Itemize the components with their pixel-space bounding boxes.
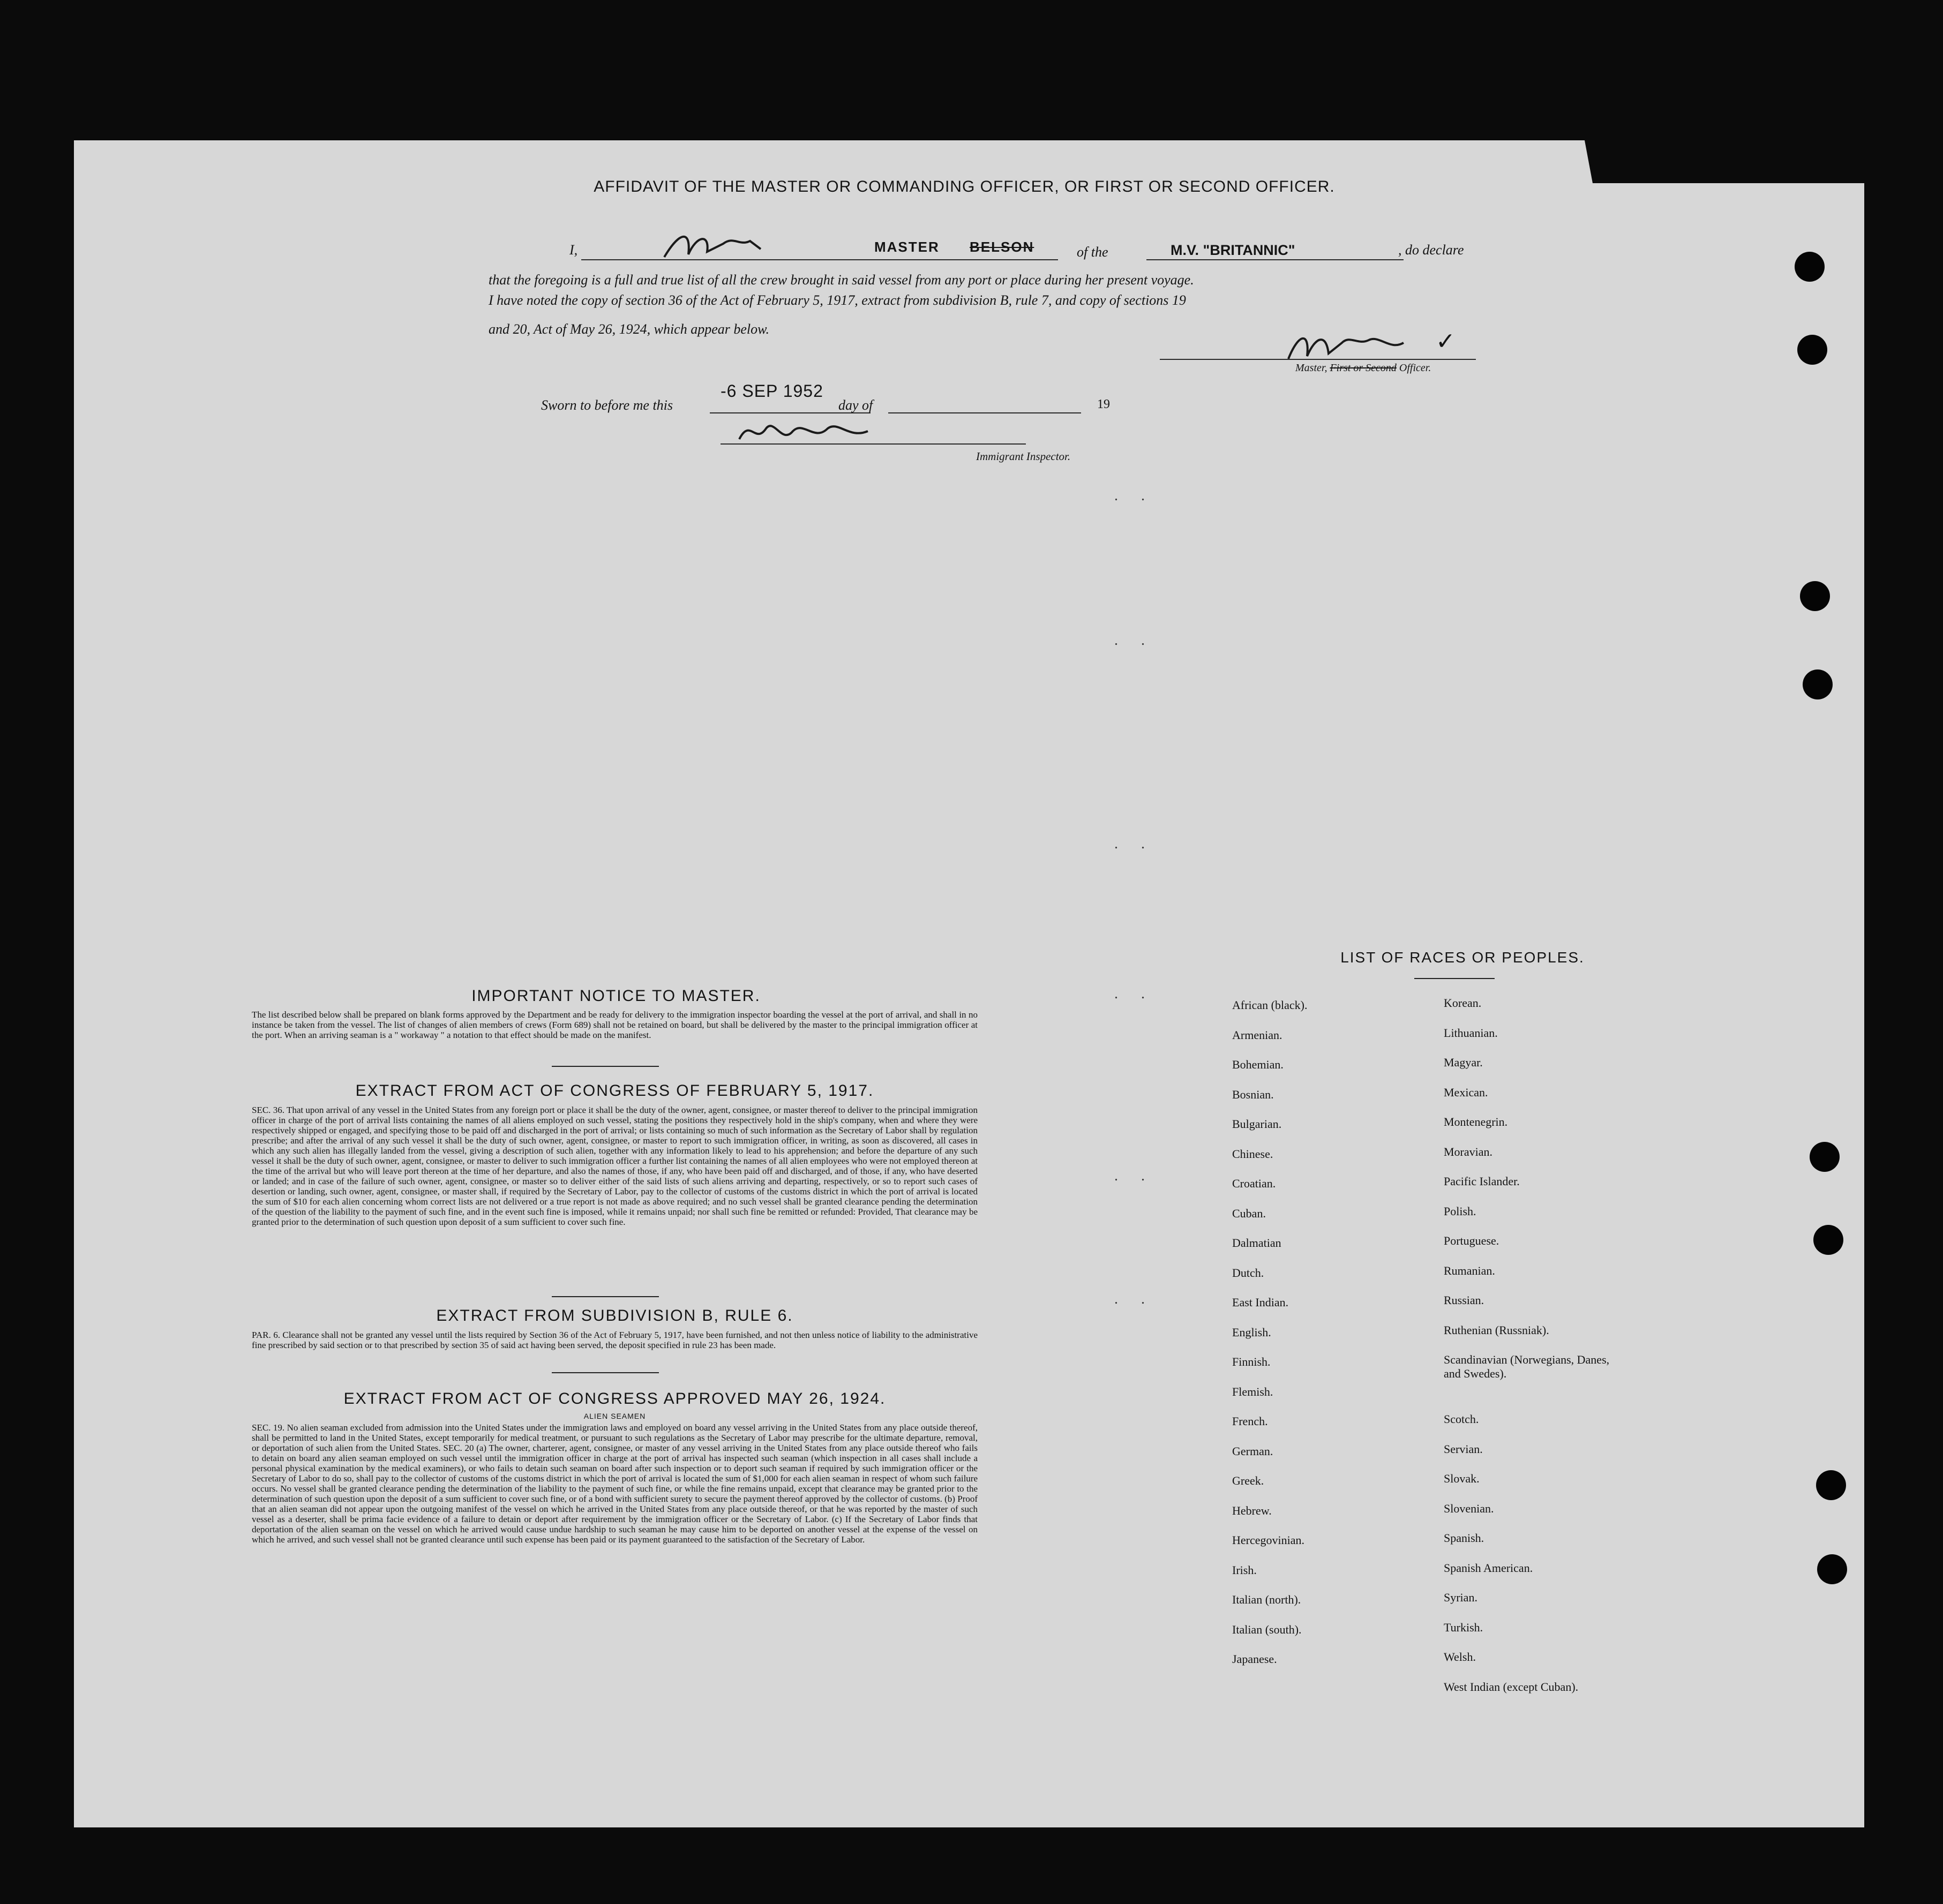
race-item: Pacific Islander. (1444, 1175, 1520, 1188)
divider (552, 1066, 659, 1067)
race-item: Syrian. (1444, 1591, 1477, 1604)
column-dots: . . (1114, 836, 1154, 852)
race-item: Cuban. (1232, 1206, 1266, 1220)
inspector-line (721, 443, 1026, 445)
punch-hole (1816, 1470, 1846, 1500)
subdivision-body: PAR. 6. Clearance shall not be granted any vessel until the lists required by Section 36 of the Act of February 5, 1917, have been furnished, and not then unless notice of liability to the administrative fine prescribed by said section or to that prescribed by section 35 of said act having been served, the deposit specified in rule 23 has been made. (252, 1330, 978, 1350)
race-item: Scotch. (1444, 1412, 1479, 1426)
race-item: Spanish. (1444, 1531, 1484, 1545)
race-item: Polish. (1444, 1204, 1476, 1218)
officer-caption-a: Master, (1295, 362, 1327, 374)
race-item: Finnish. (1232, 1355, 1271, 1368)
vessel-name: M.V. "BRITANNIC" (1171, 242, 1295, 258)
column-dots: . . (1114, 487, 1154, 504)
race-item: West Indian (except Cuban). (1444, 1680, 1579, 1694)
extract-1917-body: SEC. 36. That upon arrival of any vessel in the United States from any foreign port or place it shall be the duty of the owner, agent, consignee, or master thereof to deliver to the principal immigration officer in charge of the port of arrival lists containing the names of all aliens employed on such vessel, stating the positions they respectively hold in the ship's company, when and where they were respectively shipped or engaged, and specifying those to be paid off and discharged in the port of arrival; or lists containing so much of such information as the Secretary of Labor shall by regulation prescribe; and after the arrival of any such vessel it shall be the duty of such owner, agent, consignee, or master to report to such immigration officer, in writing, as soon as discovered, all cases in which any such alien has illegally landed from the vessel, giving a description of such alien, together with any information likely to lead to his apprehension; and before the departure of any such vessel it shall be the duty of such owner, agent, consignee, or master to deliver to such immigration officer a further list containing the names of all alien employees who were not employed thereon at the time of the arrival but who will leave port thereon at the time of her departure, and also the names of those, if any, who have been paid off and discharged, and of those, if any, who have deserted or landed; and in case of the failure of such owner, agent, consignee, or master so to deliver either of the said lists of such aliens arriving and departing, respectively, or so to report such cases of desertion or landing, such owner, agent, consignee, or master shall, if required by the Secretary of Labor, pay to the collector of customs of the customs district in which the port of arrival is located the sum of $10 for each alien concerning whom correct lists are not delivered or a true report is not made as above required; and no such vessel shall be granted clearance pending the determination of the question of the liability to the payment of such fine, and in the event such fine is imposed, while it remains unpaid; nor shall such fine be remitted or refunded: Provided, That clearance may be granted prior to the determination of such question upon deposit of a sum sufficient to cover such fine. (252, 1105, 978, 1227)
subdivision-title: EXTRACT FROM SUBDIVISION B, RULE 6. (436, 1307, 793, 1324)
officer-caption (1295, 362, 1431, 374)
punch-hole (1810, 1142, 1840, 1172)
race-item: African (black). (1232, 998, 1308, 1012)
race-item: Bohemian. (1232, 1058, 1284, 1071)
race-item: Slovenian. (1444, 1501, 1494, 1515)
race-item: Bulgarian. (1232, 1117, 1282, 1131)
sworn-label: Sworn to before me this (541, 397, 673, 413)
affidavit-line-2: I have noted the copy of section 36 of the Act of February 5, 1917, extract from subdivision B, rule 7, and copy of sections 19 (489, 292, 1186, 308)
punch-hole (1817, 1554, 1847, 1584)
inspector-signature (734, 412, 873, 455)
divider (552, 1296, 659, 1297)
race-item: Bosnian. (1232, 1087, 1274, 1101)
officer-signature-line (1160, 359, 1476, 360)
race-item: French. (1232, 1414, 1268, 1428)
race-item: Slovak. (1444, 1472, 1480, 1485)
divider (552, 1372, 659, 1373)
affidavit-title: AFFIDAVIT OF THE MASTER OR COMMANDING OFFICER, OR FIRST OR SECOND OFFICER. (594, 178, 1335, 195)
extract-1917-title: EXTRACT FROM ACT OF CONGRESS OF FEBRUARY 5, 1917. (355, 1082, 874, 1100)
race-item: Spanish American. (1444, 1561, 1533, 1575)
extract-1924-title: EXTRACT FROM ACT OF CONGRESS APPROVED MAY 26, 1924. (343, 1390, 886, 1408)
year-label: 19 (1097, 397, 1110, 411)
of-the-label: of the (1077, 244, 1108, 260)
race-item: Croatian. (1232, 1177, 1276, 1190)
checkmark: ✓ (1436, 328, 1456, 355)
column-dots: . . (1114, 985, 1154, 1002)
race-item: Chinese. (1232, 1147, 1273, 1161)
declare-label: , do declare (1398, 242, 1464, 258)
race-item: Welsh. (1444, 1650, 1476, 1664)
race-item: Italian (north). (1232, 1593, 1301, 1606)
name-line (581, 259, 1058, 260)
officer-caption-b: Officer. (1399, 362, 1431, 374)
affidavit-i-label: I, (569, 242, 578, 258)
race-item: Rumanian. (1444, 1263, 1495, 1277)
inspector-caption: Immigrant Inspector. (976, 450, 1071, 463)
day-of-label: day of (838, 397, 873, 413)
race-item: Portuguese. (1444, 1234, 1499, 1247)
race-item: Armenian. (1232, 1028, 1282, 1042)
master-stamp: MASTER (874, 239, 940, 255)
race-item: Mexican. (1444, 1085, 1488, 1099)
column-dots: . . (1114, 632, 1154, 649)
punch-hole (1797, 335, 1827, 365)
vessel-line (1146, 259, 1404, 260)
extract-1924-subtitle: ALIEN SEAMEN (583, 1412, 646, 1420)
race-item: Hercegovinian. (1232, 1533, 1304, 1547)
race-item: Japanese. (1232, 1652, 1277, 1666)
race-item: Russian. (1444, 1293, 1484, 1307)
punch-hole (1803, 669, 1833, 699)
column-dots: . . (1114, 1168, 1154, 1184)
races-title: LIST OF RACES OR PEOPLES. (1340, 949, 1585, 966)
races-column-2 (1444, 996, 1690, 1710)
race-item: East Indian. (1232, 1296, 1289, 1309)
race-item: Servian. (1444, 1442, 1483, 1456)
race-item: Hebrew. (1232, 1503, 1272, 1517)
race-item: Korean. (1444, 996, 1482, 1010)
race-item: Irish. (1232, 1563, 1257, 1577)
race-item: Ruthenian (Russniak). (1444, 1323, 1549, 1337)
punch-hole (1813, 1225, 1843, 1255)
races-column-1 (1232, 998, 1409, 1682)
extract-1924-body: SEC. 19. No alien seaman excluded from admission into the United States under the immigration laws and employed on board any vessel arriving in the United States from any place outside thereof, shall be permitted to land in the United States, except temporarily for medical treatment, or pursuant to such regulations as the Secretary of Labor may prescribe for the ultimate departure, removal, or deportation of such alien from the United States. SEC. 20 (a) The owner, charterer, agent, consignee, or master of any vessel arriving in the United States from any place outside thereof who fails to detain on board any alien seaman employed on such vessel until the immigration officer in charge at the port of arrival has inspected such seaman (which inspection in all cases shall include a personal physical examination by the medical examiners), or who fails to detain such seaman on board after such inspection or to deport such seaman if required by such immigration officer or the Secretary of Labor to do so, shall pay to the collector of customs of the customs district in which the port of arrival is located the sum of $1,000 for each alien seaman in respect of whom such failure occurs. No vessel shall be granted clearance pending the determination of the liability to the payment of such fine, or while the fine remains unpaid, except that clearance may be granted prior to the determination of such question upon the deposit of a sum sufficient to cover such fine, or of a bond with sufficient surety to secure the payment thereof approved by the collector of customs. (b) Proof that an alien seaman did not appear upon the outgoing manifest of the vessel on which he arrived in the United States from any place outside thereof, or that he was reported by the master of such vessel as a deserter, shall be prima facie evidence of a failure to detain or deport after requirement by the immigration officer or the Secretary of Labor. (c) If the Secretary of Labor finds that deportation of the alien seaman on the vessel on which he arrived would cause undue hardship to such seaman he may cause him to be deported on another vessel at the expense of the vessel on which he arrived, and such vessel shall not be granted clearance until such expense has been paid or its payment guaranteed to the satisfaction of the Secretary of Labor. (252, 1423, 978, 1545)
race-item: Scandinavian (Norwegians, Danes, and Swedes). (1444, 1353, 1610, 1380)
race-item: Magyar. (1444, 1056, 1483, 1069)
race-item: Flemish. (1232, 1384, 1273, 1398)
sworn-month-line (888, 412, 1081, 413)
race-item: Montenegrin. (1444, 1115, 1508, 1128)
officer-caption-struck: First or Second (1330, 362, 1397, 374)
race-item: Dalmatian (1232, 1236, 1281, 1250)
race-item: Greek. (1232, 1474, 1264, 1487)
race-item: Turkish. (1444, 1620, 1483, 1634)
race-item: English. (1232, 1325, 1271, 1339)
master-signature (659, 225, 766, 268)
race-item: Dutch. (1232, 1266, 1264, 1280)
race-item: Lithuanian. (1444, 1026, 1498, 1040)
punch-hole (1795, 252, 1825, 282)
affidavit-line-1: that the foregoing is a full and true list of all the crew brought in said vessel from any port or place during her present voyage. (489, 272, 1194, 288)
punch-hole (1800, 581, 1830, 611)
notice-title: IMPORTANT NOTICE TO MASTER. (471, 987, 761, 1005)
date-stamp: -6 SEP 1952 (721, 381, 823, 401)
struck-stamp: BELSON (970, 239, 1034, 255)
race-item: Moravian. (1444, 1145, 1493, 1158)
affidavit-line-3: and 20, Act of May 26, 1924, which appear below. (489, 321, 770, 337)
race-item: Italian (south). (1232, 1622, 1302, 1636)
race-item: German. (1232, 1444, 1273, 1458)
races-divider (1414, 978, 1495, 979)
notice-body: The list described below shall be prepared on blank forms approved by the Department and be ready for delivery to the immigration inspector boarding the vessel at the port of arrival, and shall in no instance be taken from the vessel. The list of changes of alien members of crews (Form 689) shall not be retained on board, but shall be delivered by the master to the principal immigration officer at the port. When an arriving seaman is a " workaway " a notation to that effect should be made on the manifest. (252, 1010, 978, 1040)
column-dots: . . (1114, 1291, 1154, 1307)
